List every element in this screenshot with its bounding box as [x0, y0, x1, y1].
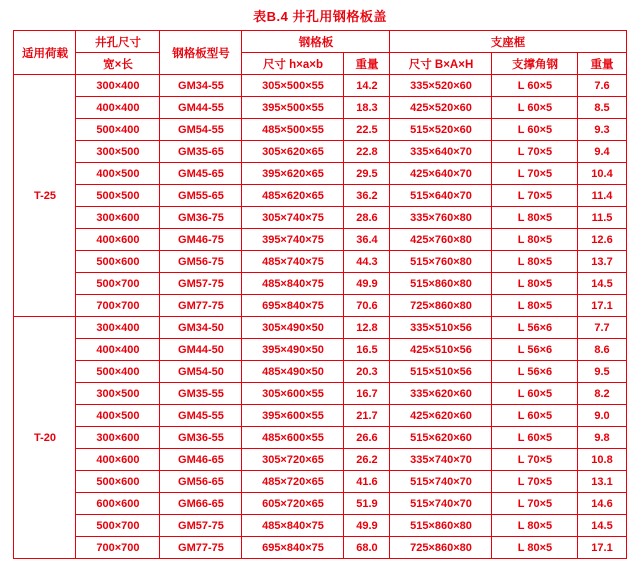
table-body: [14, 75, 626, 559]
model-cell: GM45-65: [160, 163, 242, 185]
model-cell: GM77-75: [160, 537, 242, 559]
table-row: [14, 317, 626, 339]
frame-size-cell: 425×520×60: [390, 97, 492, 119]
hole-size-cell: 400×600: [76, 449, 160, 471]
plate-weight-cell: 21.7: [344, 405, 390, 427]
model-cell: GM44-50: [160, 339, 242, 361]
hole-size-cell: 400×500: [76, 405, 160, 427]
hole-size-cell: 300×600: [76, 427, 160, 449]
column-group-header-plate: 钢格板: [242, 31, 390, 53]
frame-size-cell: 335×620×60: [390, 383, 492, 405]
column-header-hole-size-sub: 宽×长: [76, 53, 160, 75]
model-cell: GM35-55: [160, 383, 242, 405]
frame-weight-cell: 9.0: [578, 405, 626, 427]
hole-size-cell: 700×700: [76, 537, 160, 559]
frame-weight-cell: 7.6: [578, 75, 626, 97]
frame-weight-cell: 7.7: [578, 317, 626, 339]
frame-angle-cell: L 70×5: [492, 471, 578, 493]
plate-weight-cell: 20.3: [344, 361, 390, 383]
table-row: [14, 163, 626, 185]
frame-size-cell: 425×640×70: [390, 163, 492, 185]
table-row: [14, 75, 626, 97]
frame-weight-cell: 17.1: [578, 295, 626, 317]
table-row: [14, 383, 626, 405]
model-cell: GM44-55: [160, 97, 242, 119]
table-row: [14, 251, 626, 273]
model-cell: GM57-75: [160, 515, 242, 537]
frame-size-cell: 725×860×80: [390, 295, 492, 317]
model-cell: GM34-50: [160, 317, 242, 339]
plate-weight-cell: 26.2: [344, 449, 390, 471]
plate-weight-cell: 49.9: [344, 273, 390, 295]
plate-weight-cell: 51.9: [344, 493, 390, 515]
frame-weight-cell: 13.7: [578, 251, 626, 273]
table-head: [14, 31, 626, 75]
model-cell: GM55-65: [160, 185, 242, 207]
plate-size-cell: 305×500×55: [242, 75, 344, 97]
hole-size-cell: 500×600: [76, 471, 160, 493]
plate-weight-cell: 49.9: [344, 515, 390, 537]
column-header-hole-size: 井孔尺寸: [76, 31, 160, 53]
frame-weight-cell: 8.6: [578, 339, 626, 361]
model-cell: GM36-55: [160, 427, 242, 449]
frame-size-cell: 515×760×80: [390, 251, 492, 273]
column-group-header-frame: 支座框: [390, 31, 626, 53]
frame-weight-cell: 13.1: [578, 471, 626, 493]
hole-size-cell: 400×600: [76, 229, 160, 251]
model-cell: GM46-75: [160, 229, 242, 251]
table-row: [14, 229, 626, 251]
hole-size-cell: 500×700: [76, 515, 160, 537]
plate-weight-cell: 70.6: [344, 295, 390, 317]
plate-size-cell: 605×720×65: [242, 493, 344, 515]
frame-weight-cell: 9.4: [578, 141, 626, 163]
frame-angle-cell: L 70×5: [492, 493, 578, 515]
frame-size-cell: 515×510×56: [390, 361, 492, 383]
frame-angle-cell: L 80×5: [492, 207, 578, 229]
plate-weight-cell: 22.5: [344, 119, 390, 141]
table-row: [14, 97, 626, 119]
table-row: [14, 273, 626, 295]
table-row: [14, 119, 626, 141]
plate-size-cell: 485×720×65: [242, 471, 344, 493]
table-row: [14, 449, 626, 471]
frame-size-cell: 335×520×60: [390, 75, 492, 97]
load-group-cell: T-25: [14, 75, 76, 317]
plate-weight-cell: 16.7: [344, 383, 390, 405]
plate-size-cell: 305×740×75: [242, 207, 344, 229]
hole-size-cell: 500×400: [76, 119, 160, 141]
frame-size-cell: 515×520×60: [390, 119, 492, 141]
load-group-cell: T-20: [14, 317, 76, 559]
plate-weight-cell: 14.2: [344, 75, 390, 97]
column-header-model: 钢格板型号: [160, 31, 242, 75]
frame-angle-cell: L 60×5: [492, 405, 578, 427]
hole-size-cell: 500×700: [76, 273, 160, 295]
plate-weight-cell: 22.8: [344, 141, 390, 163]
frame-angle-cell: L 70×5: [492, 163, 578, 185]
plate-size-cell: 395×620×65: [242, 163, 344, 185]
plate-size-cell: 485×620×65: [242, 185, 344, 207]
plate-weight-cell: 18.3: [344, 97, 390, 119]
frame-angle-cell: L 60×5: [492, 427, 578, 449]
frame-size-cell: 425×510×56: [390, 339, 492, 361]
plate-size-cell: 695×840×75: [242, 537, 344, 559]
table-row: [14, 141, 626, 163]
frame-angle-cell: L 56×6: [492, 339, 578, 361]
frame-angle-cell: L 60×5: [492, 75, 578, 97]
frame-weight-cell: 9.3: [578, 119, 626, 141]
plate-size-cell: 485×840×75: [242, 515, 344, 537]
frame-angle-cell: L 80×5: [492, 295, 578, 317]
plate-size-cell: 305×490×50: [242, 317, 344, 339]
plate-weight-cell: 41.6: [344, 471, 390, 493]
frame-angle-cell: L 80×5: [492, 251, 578, 273]
hole-size-cell: 300×400: [76, 75, 160, 97]
frame-weight-cell: 8.2: [578, 383, 626, 405]
plate-size-cell: 305×620×65: [242, 141, 344, 163]
plate-weight-cell: 36.4: [344, 229, 390, 251]
frame-weight-cell: 14.5: [578, 273, 626, 295]
model-cell: GM45-55: [160, 405, 242, 427]
plate-weight-cell: 29.5: [344, 163, 390, 185]
table-header-row-1: [14, 31, 626, 53]
model-cell: GM56-65: [160, 471, 242, 493]
plate-size-cell: 395×490×50: [242, 339, 344, 361]
model-cell: GM56-75: [160, 251, 242, 273]
frame-angle-cell: L 56×6: [492, 361, 578, 383]
plate-size-cell: 395×500×55: [242, 97, 344, 119]
model-cell: GM54-55: [160, 119, 242, 141]
plate-size-cell: 485×500×55: [242, 119, 344, 141]
hole-size-cell: 500×400: [76, 361, 160, 383]
frame-size-cell: 335×760×80: [390, 207, 492, 229]
table-row: [14, 185, 626, 207]
frame-size-cell: 725×860×80: [390, 537, 492, 559]
frame-angle-cell: L 70×5: [492, 141, 578, 163]
plate-size-cell: 485×840×75: [242, 273, 344, 295]
frame-weight-cell: 14.5: [578, 515, 626, 537]
frame-angle-cell: L 60×5: [492, 119, 578, 141]
table-row: [14, 493, 626, 515]
plate-size-cell: 395×600×55: [242, 405, 344, 427]
frame-size-cell: 425×620×60: [390, 405, 492, 427]
hole-size-cell: 500×600: [76, 251, 160, 273]
model-cell: GM54-50: [160, 361, 242, 383]
table-row: [14, 471, 626, 493]
hole-size-cell: 400×500: [76, 163, 160, 185]
plate-size-cell: 395×740×75: [242, 229, 344, 251]
hole-size-cell: 300×400: [76, 317, 160, 339]
hole-size-cell: 400×400: [76, 339, 160, 361]
frame-weight-cell: 11.5: [578, 207, 626, 229]
table-row: [14, 427, 626, 449]
frame-angle-cell: L 70×5: [492, 185, 578, 207]
plate-weight-cell: 44.3: [344, 251, 390, 273]
frame-angle-cell: L 70×5: [492, 449, 578, 471]
table-row: [14, 537, 626, 559]
hole-size-cell: 500×500: [76, 185, 160, 207]
column-header-frame-angle: 支撑角钢: [492, 53, 578, 75]
plate-size-cell: 305×600×55: [242, 383, 344, 405]
plate-weight-cell: 28.6: [344, 207, 390, 229]
hole-size-cell: 300×500: [76, 383, 160, 405]
column-header-load: 适用荷载: [14, 31, 76, 75]
frame-weight-cell: 10.8: [578, 449, 626, 471]
hole-size-cell: 400×400: [76, 97, 160, 119]
table-row: [14, 339, 626, 361]
frame-weight-cell: 14.6: [578, 493, 626, 515]
plate-weight-cell: 68.0: [344, 537, 390, 559]
frame-size-cell: 515×640×70: [390, 185, 492, 207]
frame-size-cell: 335×510×56: [390, 317, 492, 339]
frame-size-cell: 335×740×70: [390, 449, 492, 471]
table-title: 表B.4 井孔用钢格板盖: [253, 9, 387, 24]
frame-weight-cell: 12.6: [578, 229, 626, 251]
column-header-plate-size: 尺寸 h×a×b: [242, 53, 344, 75]
frame-size-cell: 515×740×70: [390, 493, 492, 515]
model-cell: GM77-75: [160, 295, 242, 317]
plate-size-cell: 485×740×75: [242, 251, 344, 273]
frame-weight-cell: 9.8: [578, 427, 626, 449]
model-cell: GM34-55: [160, 75, 242, 97]
plate-size-cell: 485×490×50: [242, 361, 344, 383]
plate-weight-cell: 16.5: [344, 339, 390, 361]
model-cell: GM57-75: [160, 273, 242, 295]
column-header-frame-size: 尺寸 B×A×H: [390, 53, 492, 75]
frame-angle-cell: L 56×6: [492, 317, 578, 339]
frame-weight-cell: 11.4: [578, 185, 626, 207]
frame-weight-cell: 10.4: [578, 163, 626, 185]
plate-size-cell: 485×600×55: [242, 427, 344, 449]
column-header-plate-weight: 重量: [344, 53, 390, 75]
plate-weight-cell: 12.8: [344, 317, 390, 339]
frame-weight-cell: 17.1: [578, 537, 626, 559]
hole-size-cell: 300×600: [76, 207, 160, 229]
plate-size-cell: 305×720×65: [242, 449, 344, 471]
frame-angle-cell: L 80×5: [492, 229, 578, 251]
table-row: [14, 361, 626, 383]
table-row: [14, 207, 626, 229]
frame-weight-cell: 8.5: [578, 97, 626, 119]
frame-size-cell: 515×740×70: [390, 471, 492, 493]
model-cell: GM35-65: [160, 141, 242, 163]
table-row: [14, 295, 626, 317]
frame-angle-cell: L 80×5: [492, 537, 578, 559]
model-cell: GM46-65: [160, 449, 242, 471]
frame-angle-cell: L 80×5: [492, 273, 578, 295]
hole-size-cell: 700×700: [76, 295, 160, 317]
plate-size-cell: 695×840×75: [242, 295, 344, 317]
frame-angle-cell: L 80×5: [492, 515, 578, 537]
frame-size-cell: 335×640×70: [390, 141, 492, 163]
specification-table: [13, 30, 626, 559]
frame-angle-cell: L 60×5: [492, 97, 578, 119]
frame-size-cell: 515×860×80: [390, 273, 492, 295]
column-header-frame-weight: 重量: [578, 53, 626, 75]
frame-size-cell: 515×860×80: [390, 515, 492, 537]
table-row: [14, 515, 626, 537]
model-cell: GM36-75: [160, 207, 242, 229]
plate-weight-cell: 26.6: [344, 427, 390, 449]
hole-size-cell: 300×500: [76, 141, 160, 163]
hole-size-cell: 600×600: [76, 493, 160, 515]
plate-weight-cell: 36.2: [344, 185, 390, 207]
frame-size-cell: 515×620×60: [390, 427, 492, 449]
table-row: [14, 405, 626, 427]
frame-size-cell: 425×760×80: [390, 229, 492, 251]
frame-angle-cell: L 60×5: [492, 383, 578, 405]
model-cell: GM66-65: [160, 493, 242, 515]
frame-weight-cell: 9.5: [578, 361, 626, 383]
